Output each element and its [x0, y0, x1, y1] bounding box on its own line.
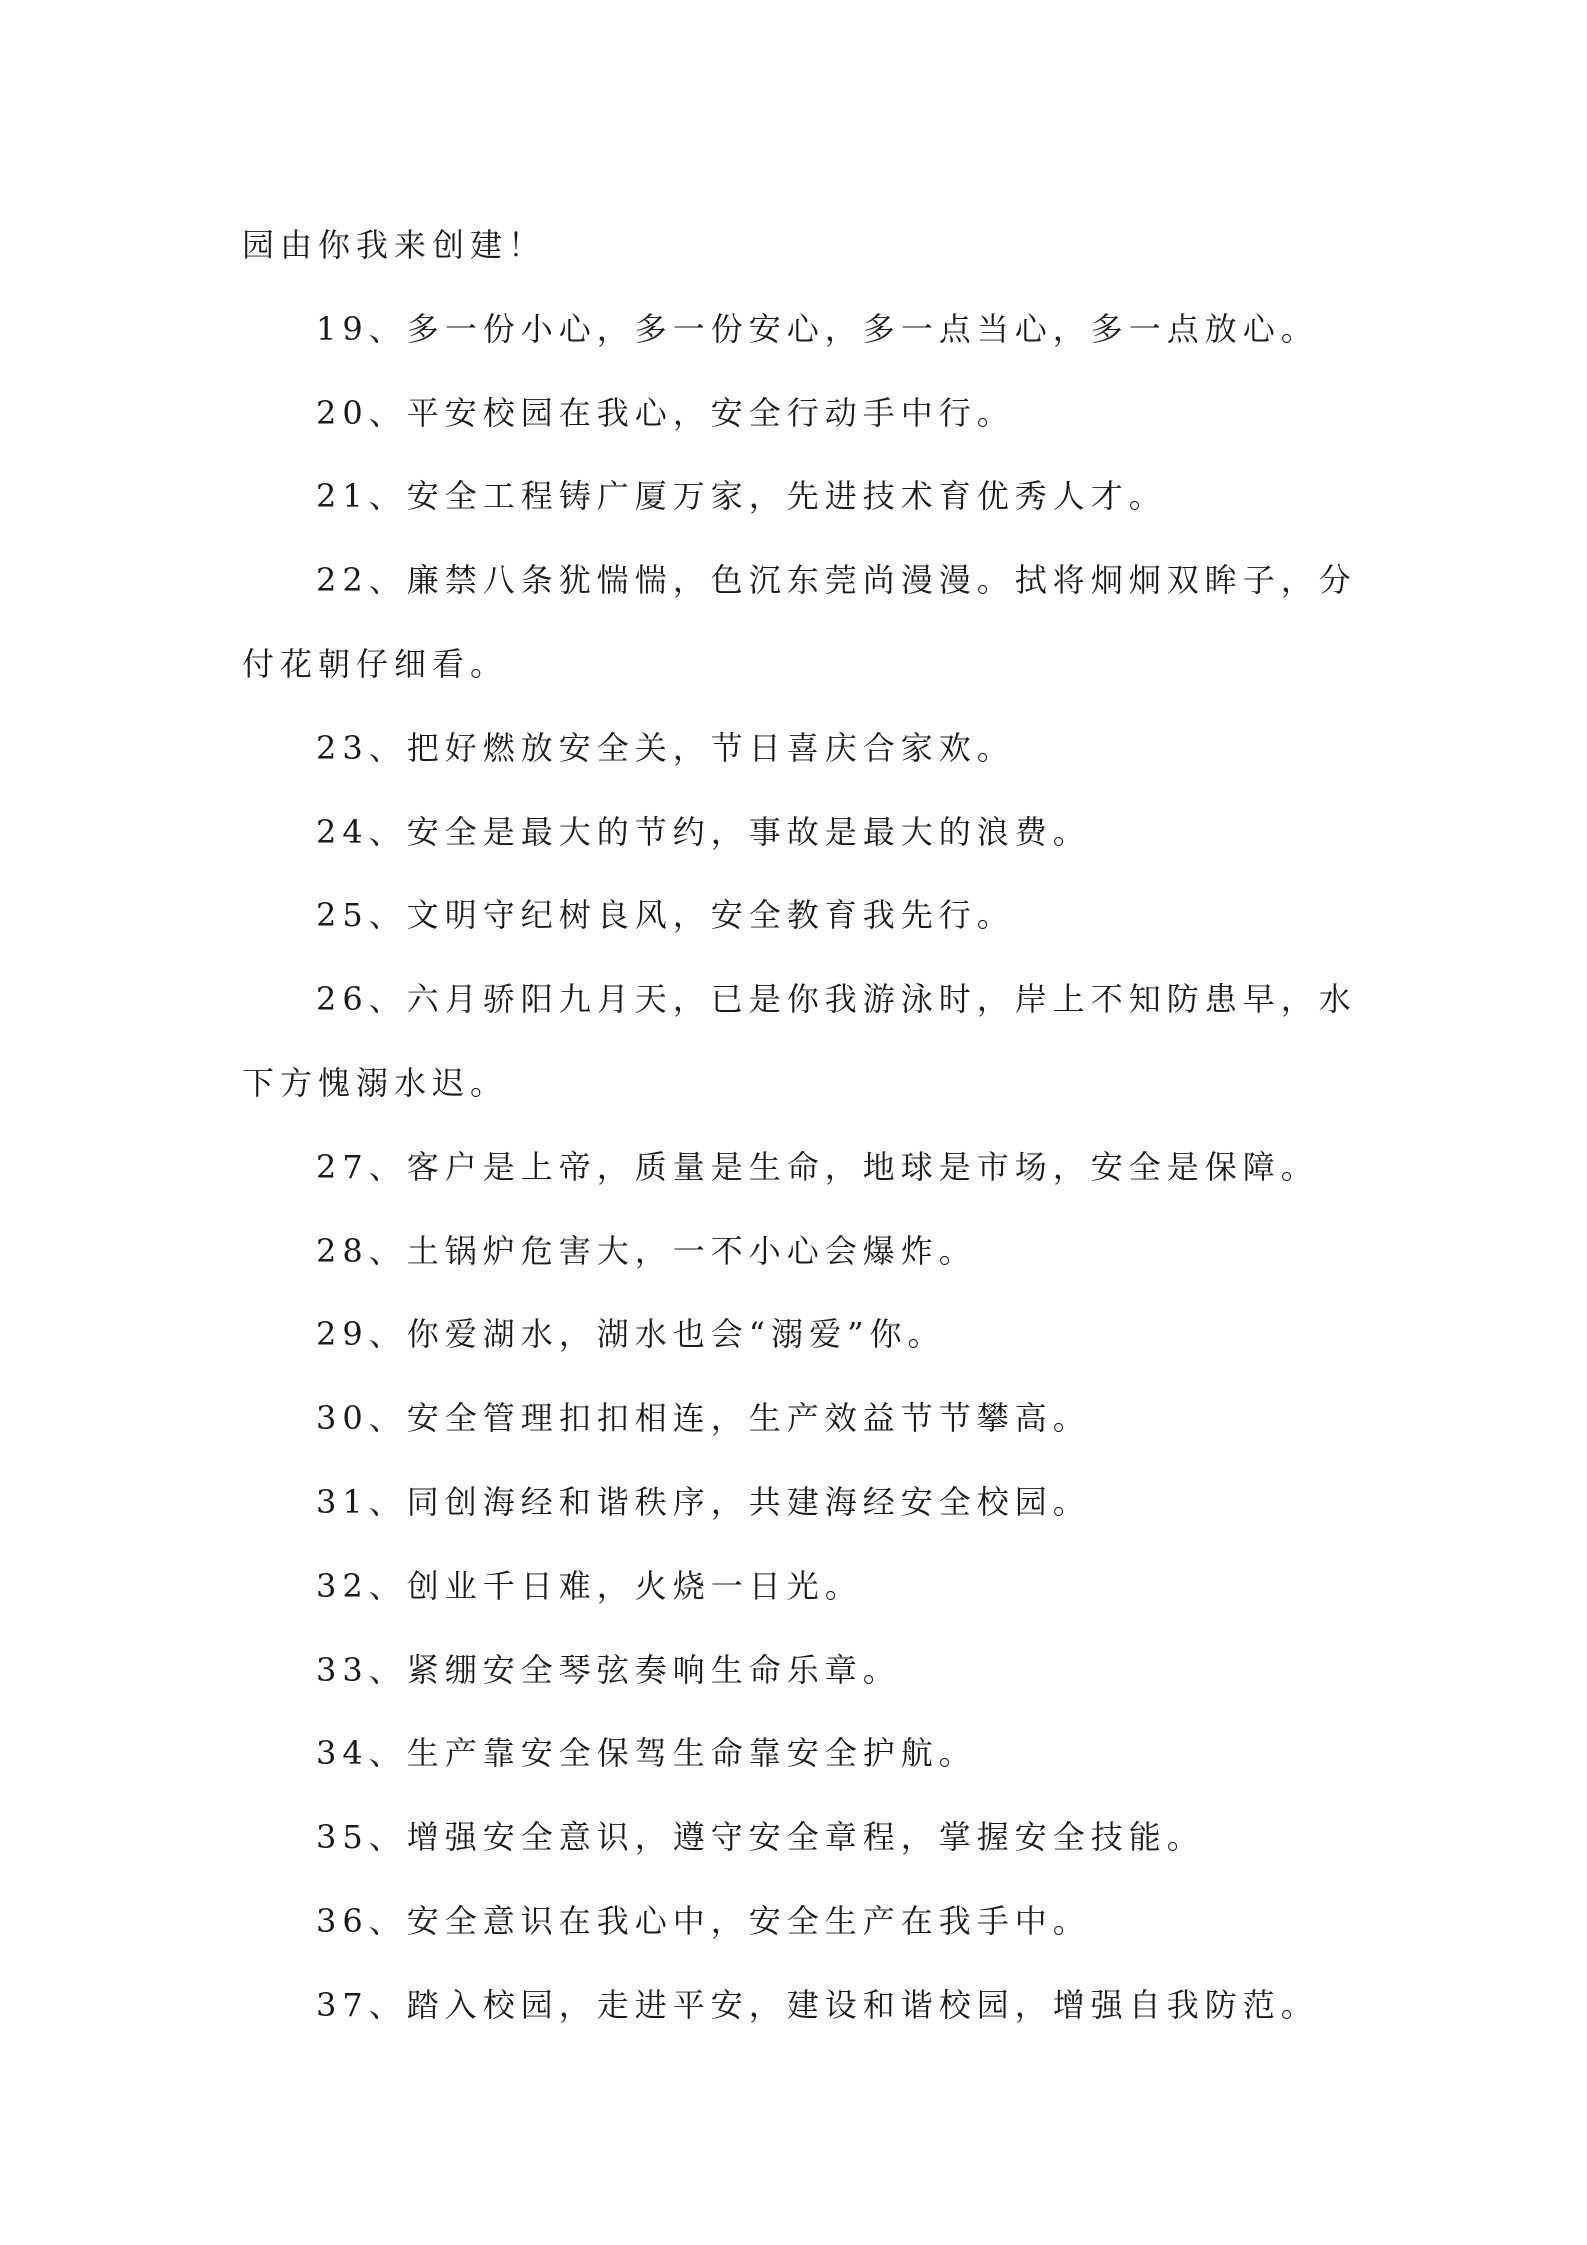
slogan-25: 25、文明守纪树良风，安全教育我先行。 [316, 896, 1015, 935]
document-body [242, 204, 1362, 2048]
slogan-27: 27、客户是上帝，质量是生命，地球是市场，安全是保障。 [316, 1147, 1319, 1186]
slogan-36: 36、安全意识在我心中，安全生产在我手中。 [316, 1901, 1091, 1940]
slogan-35: 35、增强安全意识，遵守安全章程，掌握安全技能。 [316, 1818, 1205, 1857]
slogan-29: 29、你爱湖水，湖水也会“溺爱”你。 [316, 1315, 946, 1354]
slogan-26: 26、六月骄阳九月天，已是你我游泳时，岸上不知防患早，水下方愧溺水迟。 [242, 980, 1357, 1102]
slogan-28: 28、土锅炉危害大，一不小心会爆炸。 [316, 1231, 977, 1270]
slogan-32: 32、创业千日难，火烧一日光。 [316, 1566, 863, 1605]
slogan-22: 22、廉禁八条犹惴惴，色沉东莞尚漫漫。拭将炯炯双眸子，分付花朝仔细看。 [242, 561, 1357, 683]
slogan-19: 19、多一份小心，多一份安心，多一点当心，多一点放心。 [316, 309, 1319, 348]
slogan-30: 30、安全管理扣扣相连，生产效益节节攀高。 [316, 1399, 1091, 1438]
paragraph-continuation: 园由你我来创建！ [242, 226, 547, 264]
slogan-33: 33、紧绷安全琴弦奏响生命乐章。 [316, 1650, 901, 1689]
slogan-37: 37、踏入校园，走进平安，建设和谐校园，增强自我防范。 [316, 1985, 1319, 2024]
slogan-21: 21、安全工程铸广厦万家，先进技术育优秀人才。 [316, 477, 1167, 516]
slogan-20: 20、平安校园在我心，安全行动手中行。 [316, 393, 1015, 432]
slogan-34: 34、生产靠安全保驾生命靠安全护航。 [316, 1734, 977, 1773]
slogan-24: 24、安全是最大的节约，事故是最大的浪费。 [316, 812, 1091, 851]
slogan-23: 23、把好燃放安全关，节日喜庆合家欢。 [316, 728, 1015, 767]
slogan-31: 31、同创海经和谐秩序，共建海经安全校园。 [316, 1482, 1091, 1521]
